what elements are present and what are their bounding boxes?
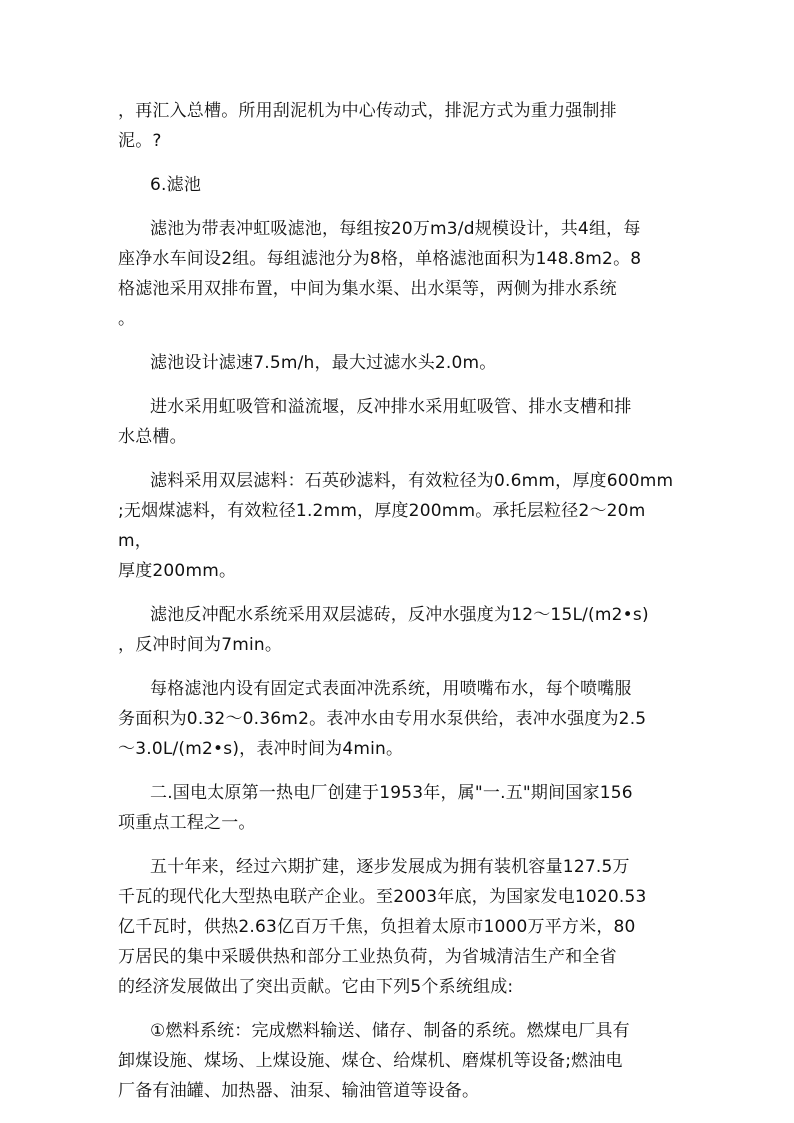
paragraph-fuel-system: ①燃料系统：完成燃料输送、储存、制备的系统。燃煤电厂具有 卸煤设施、煤场、上煤设施、煤仓、给煤机、磨煤机等设备;燃油电 厂备有油罐、加热器、油泵、输油管道等设备。 [118, 1021, 630, 1101]
paragraph-filter-media: 滤料采用双层滤料：石英砂滤料，有效粒径为0.6mm，厚度600mm ;无烟煤滤料，有效粒径1.2mm，厚度200mm。承托层粒径2～20mm， 厚度200mm。 [118, 471, 674, 581]
paragraph-filter-design: 滤池为带表冲虹吸滤池，每组按20万m3/d规模设计，共4组，每 座净水车间设2组。每组滤池分为8格，单格滤池面积为148.8m2。8 格滤池采用双排布置，中间为集水渠、出水渠等，两侧为排水系统 。 [118, 219, 642, 329]
document-body [118, 96, 678, 1120]
paragraph-backwash: 滤池反冲配水系统采用双层滤砖，反冲水强度为12～15L/(m2•s) ，反冲时间为7min。 [118, 605, 649, 655]
paragraph-surface-wash: 每格滤池内设有固定式表面冲洗系统，用喷嘴布水，每个喷嘴服 务面积为0.32～0.36m2。表冲水由专用水泵供给，表冲水强度为2.5 ～3.0L/(m2•s)，表冲时间为4min。 [118, 679, 647, 759]
paragraph-inlet: 进水采用虹吸管和溢流堰，反冲排水采用虹吸管、排水支槽和排 水总槽。 [118, 397, 632, 447]
paragraph-filter-speed: 滤池设计滤速7.5m/h，最大过滤水头2.0m。 [150, 353, 497, 373]
paragraph-plant-intro: 二.国电太原第一热电厂创建于1953年，属"一.五"期间国家156 项重点工程之一。 [118, 783, 633, 833]
section-heading-filter-pool: 6.滤池 [150, 175, 202, 195]
paragraph-plant-history: 五十年来，经过六期扩建，逐步发展成为拥有装机容量127.5万 千瓦的现代化大型热电联产企业。至2003年底，为国家发电1020.53 亿千瓦时，供热2.63亿百万千焦，负担着太原市1000万平方米，80 万居民的集中采暖供热和部分工业热负荷，为省城清洁生产和全省 的经济发展做出了突出贡献。它由下列5个系统组成: [118, 857, 647, 997]
paragraph-continuation: ，再汇入总槽。所用刮泥机为中心传动式，排泥方式为重力强制排 泥。? [118, 101, 617, 151]
